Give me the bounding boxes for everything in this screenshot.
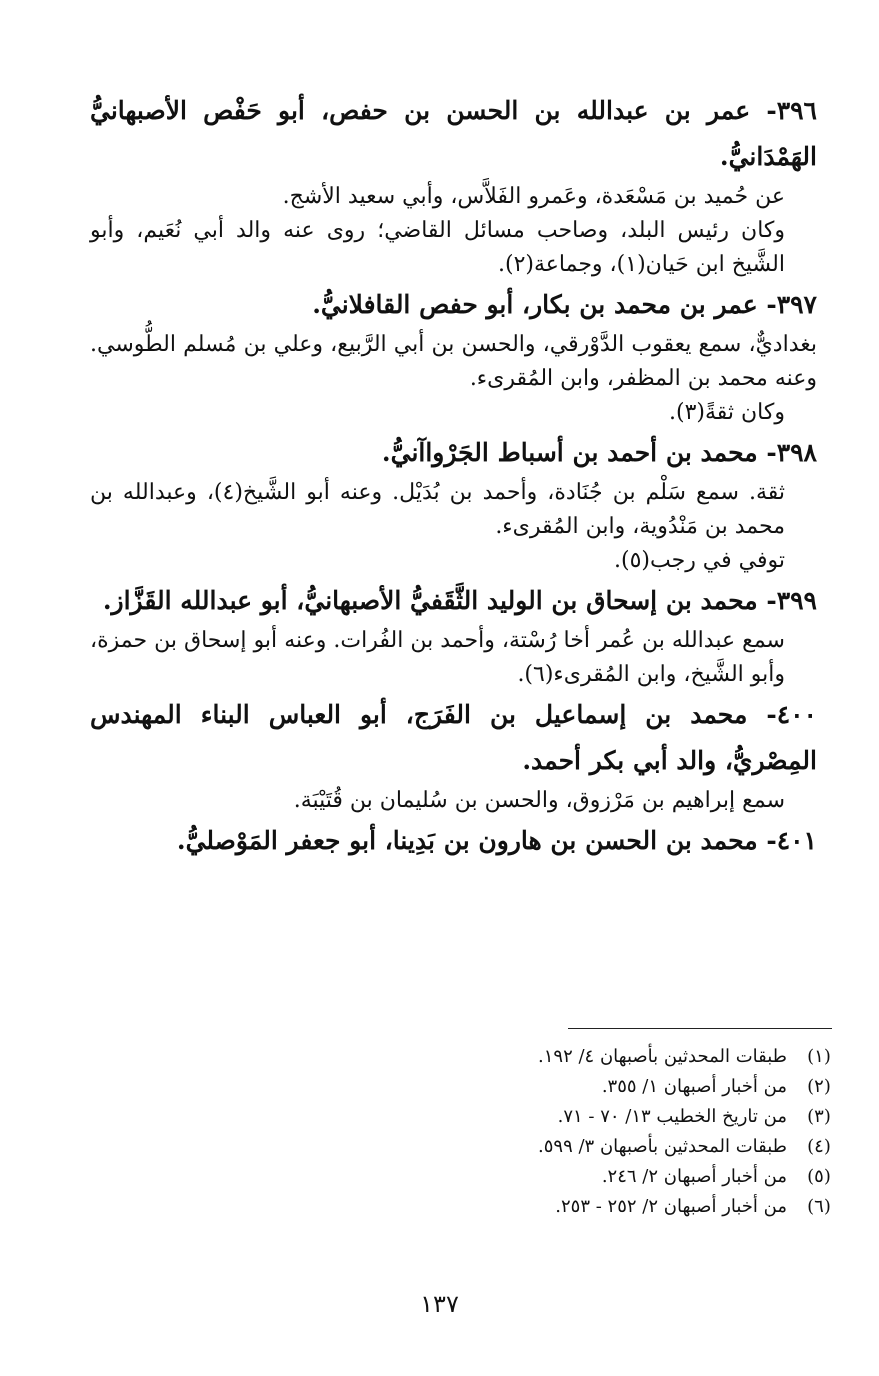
entry-paragraph: وكان رئيس البلد، وصاحب مسائل القاضي؛ روى عنه والد أبي نُعَيم، وأبو الشَّيخ ابن حَيان(١)، وجماعة(٢).: [90, 218, 785, 277]
page-number: ١٣٧: [420, 1290, 459, 1318]
entry-396: [90, 88, 817, 282]
footnote-number: (٥): [807, 1166, 831, 1187]
footnote-item: [300, 1102, 837, 1132]
footnote-text: من أخبار أصبهان ٢/ ٢٥٢ - ٢٥٣.: [555, 1196, 787, 1217]
footnote-item: [300, 1192, 837, 1222]
footnote-number: (٣): [807, 1106, 831, 1127]
entry-paragraph: توفي في رجب(٥).: [614, 548, 785, 573]
entry-paragraph: عن حُميد بن مَسْعَدة، وعَمرو الفَلاَّس، وأبي سعيد الأشج.: [282, 184, 785, 209]
footnotes: [300, 1042, 837, 1222]
footnote-text: من تاريخ الخطيب ١٣/ ٧٠ - ٧١.: [557, 1106, 787, 1127]
footnote-number: (١): [807, 1046, 831, 1067]
footnote-text: من أخبار أصبهان ٢/ ٢٤٦.: [601, 1166, 787, 1187]
footnote-item: [300, 1072, 837, 1102]
footnote-text: من أخبار أصبهان ١/ ٣٥٥.: [601, 1076, 787, 1097]
entry-paragraph: سمع إبراهيم بن مَرْزوق، والحسن بن سُليمان بن قُتَيْبَة.: [293, 788, 785, 813]
footnote-item: [300, 1042, 837, 1072]
footnote-divider: [568, 1028, 832, 1029]
entry-400: [90, 692, 817, 818]
entry-heading: ٣٩٧- عمر بن محمد بن بكار، أبو حفص القافلانيُّ.: [312, 290, 817, 319]
footnote-number: (٤): [807, 1136, 831, 1157]
entry-401: [90, 818, 817, 864]
footnote-number: (٢): [807, 1076, 831, 1097]
entry-paragraph: وكان ثقةً(٣).: [669, 400, 785, 425]
main-text: [90, 88, 817, 864]
entry-399: [90, 578, 817, 692]
entry-paragraph: سمع عبدالله بن عُمر أخا رُسْتة، وأحمد بن الفُرات. وعنه أبو إسحاق بن حمزة، وأبو الشَّيخ، وابن المُقرىء(٦).: [90, 628, 785, 687]
footnote-text: طبقات المحدثين بأصبهان ٤/ ١٩٢.: [538, 1046, 787, 1067]
entry-heading: ٣٩٦- عمر بن عبدالله بن الحسن بن حفص، أبو حَفْص الأصبهانيُّ الهَمْدَانيُّ.: [90, 96, 817, 171]
footnote-number: (٦): [807, 1196, 831, 1217]
entry-heading: ٤٠١- محمد بن الحسن بن هارون بن بَدِينا، أبو جعفر المَوْصليُّ.: [176, 826, 817, 855]
footnote-text: طبقات المحدثين بأصبهان ٣/ ٥٩٩.: [538, 1136, 787, 1157]
footnote-item: [300, 1132, 837, 1162]
entry-paragraph: بغداديٌّ، سمع يعقوب الدَّوْرقي، والحسن بن أبي الرَّبيع، وعلي بن مُسلم الطُّوسي. وعنه محمد بن المظفر، وابن المُقرىء.: [90, 332, 817, 391]
entry-heading: ٣٩٩- محمد بن إسحاق بن الوليد الثَّقَفيُّ الأصبهانيُّ، أبو عبدالله القَزَّاز.: [102, 586, 817, 615]
entry-397: [90, 282, 817, 430]
entry-paragraph: ثقة. سمع سَلْم بن جُنَادة، وأحمد بن بُدَيْل. وعنه أبو الشَّيخ(٤)، وعبدالله بن محمد بن مَنْدُوية، وابن المُقرىء.: [90, 480, 786, 539]
entry-398: [90, 430, 817, 578]
entry-heading: ٤٠٠- محمد بن إسماعيل بن الفَرَج، أبو العباس البناء المهندس المِصْريُّ، والد أبي بكر أحمد.: [90, 700, 817, 775]
footnote-item: [300, 1162, 837, 1192]
entry-heading: ٣٩٨- محمد بن أحمد بن أسباط الجَرْواآنيُّ.: [381, 438, 817, 467]
